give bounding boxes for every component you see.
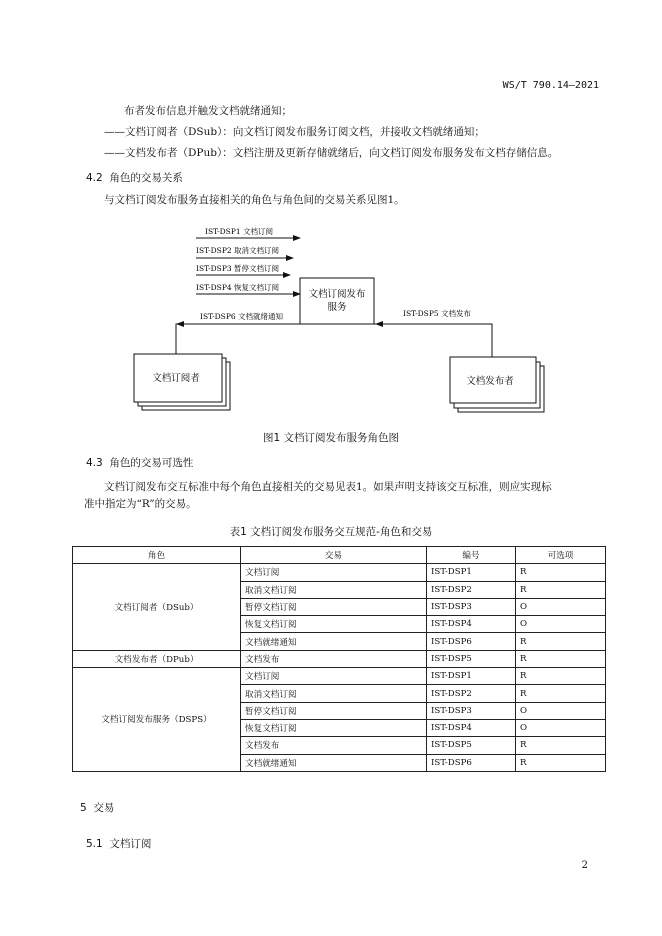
code-cell: IST-DSP2 — [427, 581, 516, 598]
table-row — [73, 564, 606, 581]
roles-transactions-table — [72, 546, 606, 772]
figure-caption: 图1 文档订阅发布服务角色图 — [262, 432, 400, 444]
intro-line-dpub: ——文档发布者（DPub）：文档注册及更新存储就绪后，向文档订阅发布服务发布文档存储信息。 — [104, 147, 559, 159]
header-code: 编号 — [427, 547, 516, 564]
option-cell: R — [516, 754, 606, 771]
option-cell: R — [516, 650, 606, 667]
option-cell: R — [516, 564, 606, 581]
section-4-2-text: 与文档订阅发布服务直接相关的角色与角色间的交易关系见图1。 — [104, 194, 405, 206]
transaction-cell: 取消文档订阅 — [241, 685, 427, 702]
transaction-cell: 文档就绪通知 — [241, 754, 427, 771]
arrow-dsp3-label: IST-DSP3 暂停文档订阅 — [196, 264, 280, 273]
option-cell: R — [516, 581, 606, 598]
section-5-heading — [80, 800, 114, 815]
transaction-cell: 文档就绪通知 — [241, 633, 427, 650]
option-cell: O — [516, 616, 606, 633]
table-row — [73, 668, 606, 685]
code-cell: IST-DSP5 — [427, 737, 516, 754]
option-cell: R — [516, 737, 606, 754]
header-role: 角色 — [73, 547, 241, 564]
arrow-dsp4-label: IST-DSP4 恢复文档订阅 — [196, 283, 280, 292]
code-cell: IST-DSP3 — [427, 598, 516, 615]
option-cell: R — [516, 668, 606, 685]
code-cell: IST-DSP4 — [427, 719, 516, 736]
transaction-cell: 文档发布 — [241, 737, 427, 754]
transaction-cell: 文档订阅 — [241, 668, 427, 685]
option-cell: O — [516, 719, 606, 736]
header-optionality: 可选项 — [516, 547, 606, 564]
code-cell: IST-DSP1 — [427, 668, 516, 685]
table-header-row — [73, 547, 606, 564]
section-number: 5.1 — [86, 838, 103, 850]
option-cell: O — [516, 598, 606, 615]
section-4-3-heading — [86, 455, 193, 470]
center-label-line1: 文档订阅发布 — [308, 289, 366, 300]
transaction-cell: 暂停文档订阅 — [241, 598, 427, 615]
section-5-1-heading — [86, 836, 151, 851]
section-4-3-text-line2: 准中指定为“R”的交易。 — [84, 498, 197, 510]
transaction-cell: 文档发布 — [241, 650, 427, 667]
arrow-dsp1-label: IST-DSP1 文档订阅 — [205, 227, 274, 236]
section-number: 4.3 — [86, 457, 103, 469]
transaction-cell: 暂停文档订阅 — [241, 702, 427, 719]
option-cell: R — [516, 633, 606, 650]
code-cell: IST-DSP2 — [427, 685, 516, 702]
transaction-cell: 文档订阅 — [241, 564, 427, 581]
section-4-3-text-line1: 文档订阅发布交互标准中每个角色直接相关的交易见表1。如果声明支持该交互标准，则应实现标 — [104, 481, 552, 493]
section-number: 5 — [80, 802, 87, 814]
role-cell-dsub: 文档订阅者（DSub） — [73, 564, 241, 650]
table-row — [73, 650, 606, 667]
left-connector — [176, 324, 300, 354]
transaction-cell: 恢复文档订阅 — [241, 616, 427, 633]
header-transaction: 交易 — [241, 547, 427, 564]
table-caption: 表1 文档订阅发布服务交互规范-角色和交易 — [229, 526, 433, 538]
role-cell-dsps: 文档订阅发布服务（DSPS） — [73, 668, 241, 772]
page-number: 2 — [581, 860, 588, 871]
code-cell: IST-DSP6 — [427, 754, 516, 771]
center-service-box — [300, 278, 374, 324]
code-cell: IST-DSP1 — [427, 564, 516, 581]
section-title: 交易 — [93, 802, 115, 814]
arrow-dsp6-label: IST-DSP6 文档就绪通知 — [200, 312, 284, 321]
code-cell: IST-DSP6 — [427, 633, 516, 650]
left-actor-label: 文档订阅者 — [152, 373, 200, 384]
transaction-cell: 恢复文档订阅 — [241, 719, 427, 736]
option-cell: O — [516, 702, 606, 719]
section-number: 4.2 — [86, 172, 103, 184]
section-title: 角色的交易关系 — [109, 172, 183, 184]
transaction-cell: 取消文档订阅 — [241, 581, 427, 598]
option-cell: R — [516, 685, 606, 702]
arrow-dsp2-label: IST-DSP2 取消文档订阅 — [196, 246, 280, 255]
right-connector — [374, 324, 492, 357]
code-cell: IST-DSP4 — [427, 616, 516, 633]
intro-line-dsub: ——文档订阅者（DSub）：向文档订阅发布服务订阅文档，并接收文档就绪通知； — [104, 126, 485, 138]
right-actor-label: 文档发布者 — [466, 376, 514, 387]
section-title: 角色的交易可选性 — [109, 457, 194, 469]
role-cell-dpub: 文档发布者（DPub） — [73, 650, 241, 667]
section-title: 文档订阅 — [109, 838, 152, 850]
code-cell: IST-DSP3 — [427, 702, 516, 719]
arrow-dsp5-label: IST-DSP5 文档发布 — [403, 309, 472, 318]
document-header-id: WS/T 790.14—2021 — [502, 80, 599, 91]
intro-line-1: 布者发布信息并触发文档就绪通知； — [124, 105, 292, 117]
role-diagram — [0, 0, 662, 430]
center-label-line2: 服务 — [327, 302, 347, 313]
code-cell: IST-DSP5 — [427, 650, 516, 667]
